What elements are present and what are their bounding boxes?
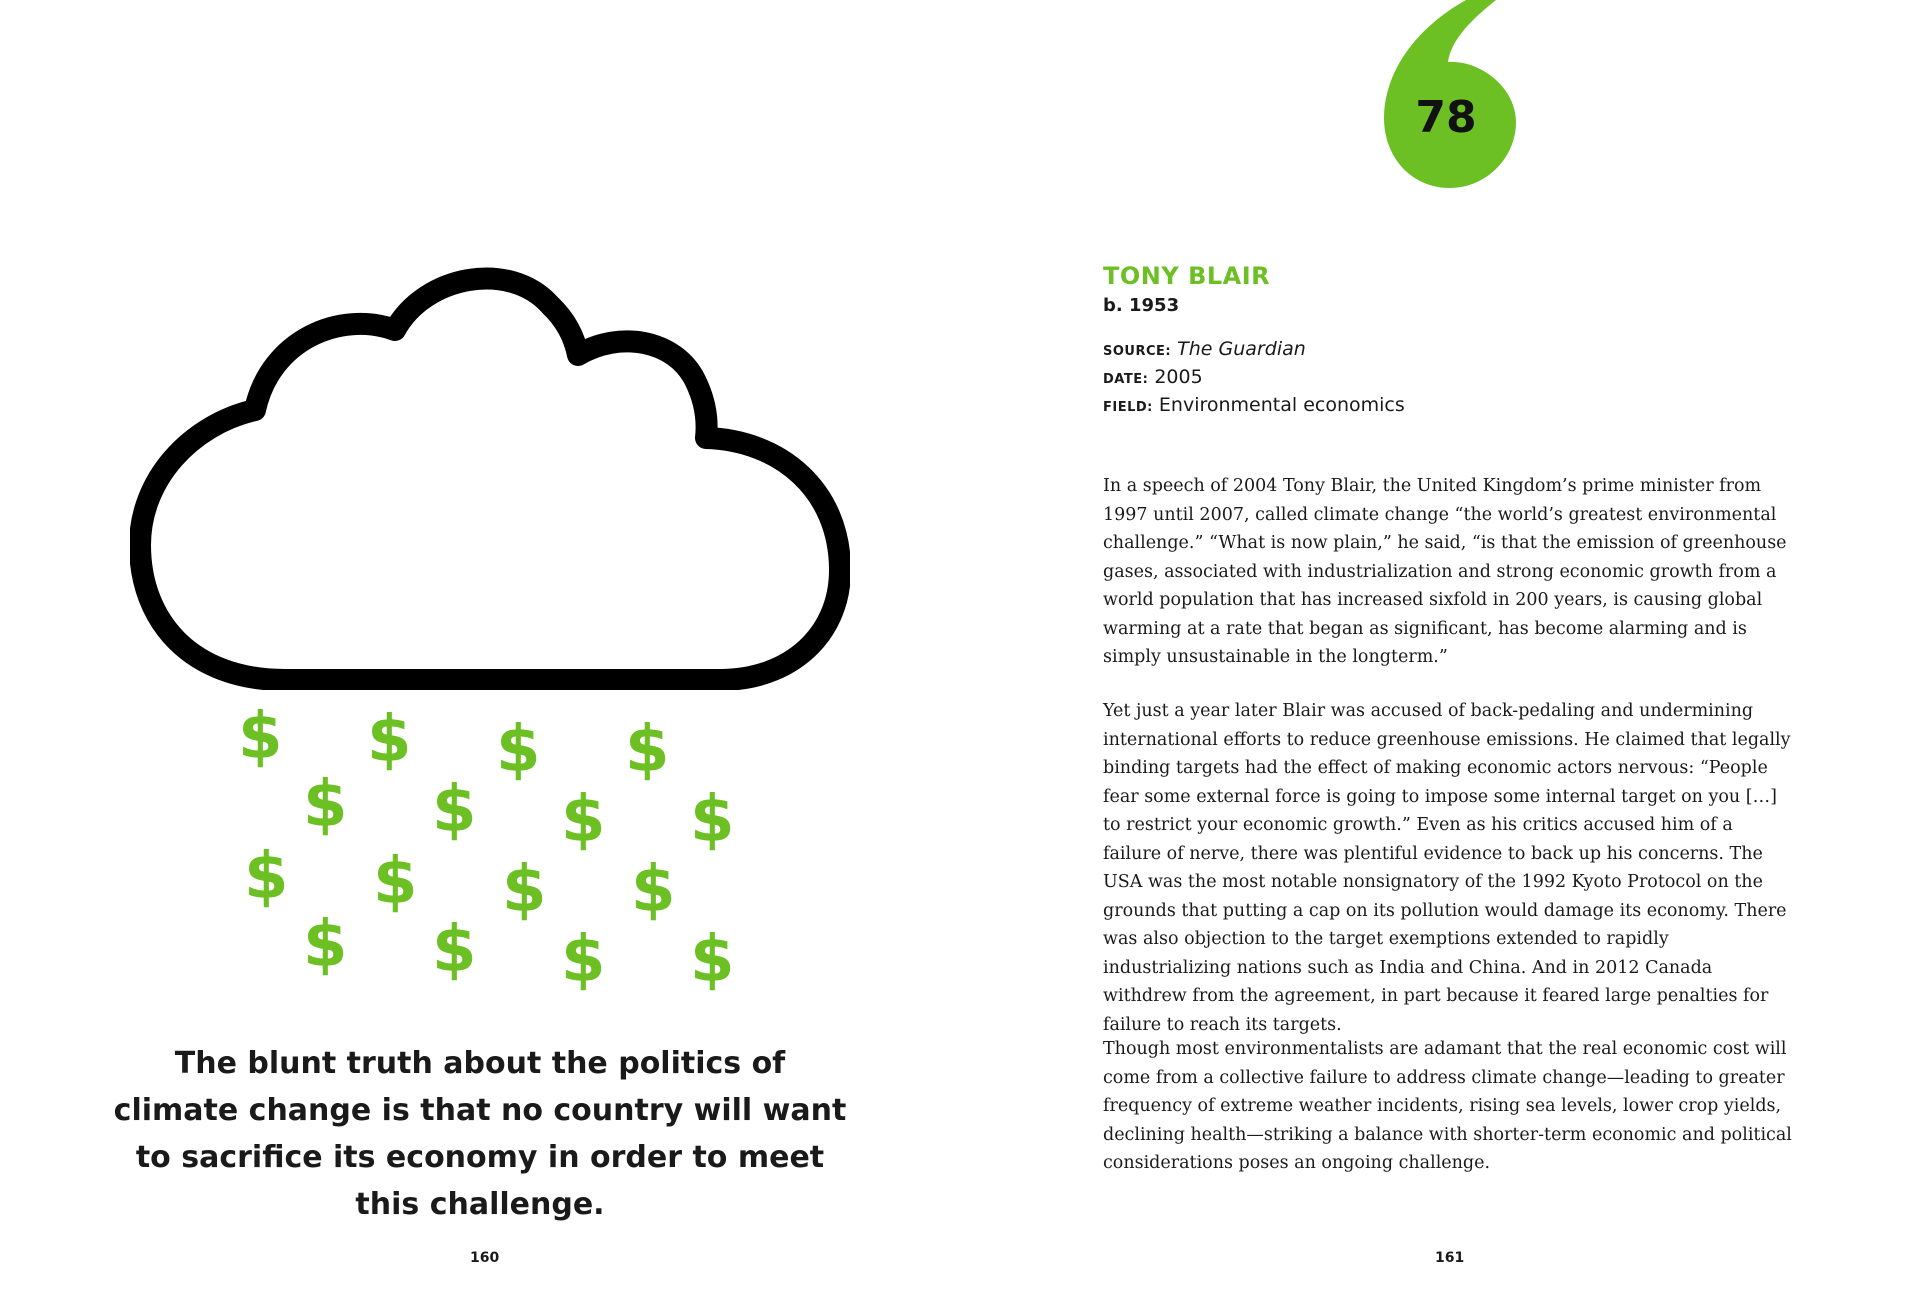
entry-number: 78 [1415, 92, 1477, 143]
dollar-sign-icon: $ [690, 783, 735, 857]
meta-source-label: SOURCE: [1103, 344, 1172, 359]
meta-source [1103, 335, 1405, 363]
dollar-sign-icon: $ [238, 700, 283, 774]
meta-date [1103, 363, 1405, 391]
dollar-sign-icon: $ [303, 908, 348, 982]
meta-source-value: The Guardian [1177, 338, 1306, 360]
dollar-sign-icon: $ [502, 853, 547, 927]
meta-field-label: FIELD: [1103, 400, 1153, 415]
meta-date-label: DATE: [1103, 372, 1149, 387]
dollar-sign-icon: $ [496, 713, 541, 787]
dollar-sign-icon: $ [432, 913, 477, 987]
page-number-right: 161 [1435, 1250, 1465, 1266]
dollar-sign-icon: $ [561, 923, 606, 997]
body-paragraph: Yet just a year later Blair was accused of back-pedaling and undermining international efforts to reduce greenhouse emissions. He claimed that legally binding targets had the effect of making economic actors nervous: “People fear some external force is going to impose some internal target on you […] to restrict your economic growth.” Even as his critics accused him of a failure of nerve, there was plentiful evidence to back up his concerns. The USA was the most notable nonsignatory of the 1992 Kyoto Protocol on the grounds that putting a cap on its pollution would damage its economy. There was also objection to the target exemptions extended to rapidly industrializing nations such as India and China. And in 2012 Canada withdrew from the agreement, in part because it feared large penalties for failure to reach its targets. [1103, 701, 1791, 1035]
person-name: TONY BLAIR [1103, 262, 1271, 290]
body-paragraph: In a speech of 2004 Tony Blair, the United Kingdom’s prime minister from 1997 until 2007, called climate change “the world’s greatest environmental challenge.” “What is now plain,” he said, “is that the emission of greenhouse gases, associated with industrialization and strong economic growth from a world population that has increased sixfold in 200 years, is causing global warming at a rate that began as significant, has become alarming and is simply unsustainable in the longterm.” [1103, 476, 1787, 667]
dollar-sign-icon: $ [561, 783, 606, 857]
dollar-sign-icon: $ [625, 713, 670, 787]
meta-field-value: Environmental economics [1158, 394, 1405, 416]
dollar-sign-icon: $ [367, 703, 412, 777]
meta-field [1103, 391, 1405, 419]
dollar-sign-icon: $ [373, 845, 418, 919]
meta-date-value: 2005 [1154, 366, 1203, 388]
body-paragraph: Though most environmentalists are adamant that the real economic cost will come from a collective failure to address climate change—leading to greater frequency of extreme weather incidents, rising sea levels, lower crop yields, declining health—striking a balance with shorter-term economic and political considerations poses an ongoing challenge. [1103, 1039, 1792, 1173]
dollar-rain [220, 695, 760, 1015]
dollar-sign-icon: $ [303, 768, 348, 842]
pull-quote: The blunt truth about the politics of climate change is that no country will want to sacrifice its economy in order to meet this challenge. [113, 1046, 847, 1222]
person-birth-year: b. 1953 [1103, 295, 1180, 316]
cloud-icon [130, 260, 850, 690]
dollar-sign-icon: $ [244, 840, 289, 914]
dollar-sign-icon: $ [631, 853, 676, 927]
dollar-sign-icon: $ [690, 923, 735, 997]
dollar-sign-icon: $ [432, 773, 477, 847]
source-meta [1103, 335, 1405, 419]
page-number-left: 160 [470, 1250, 500, 1266]
